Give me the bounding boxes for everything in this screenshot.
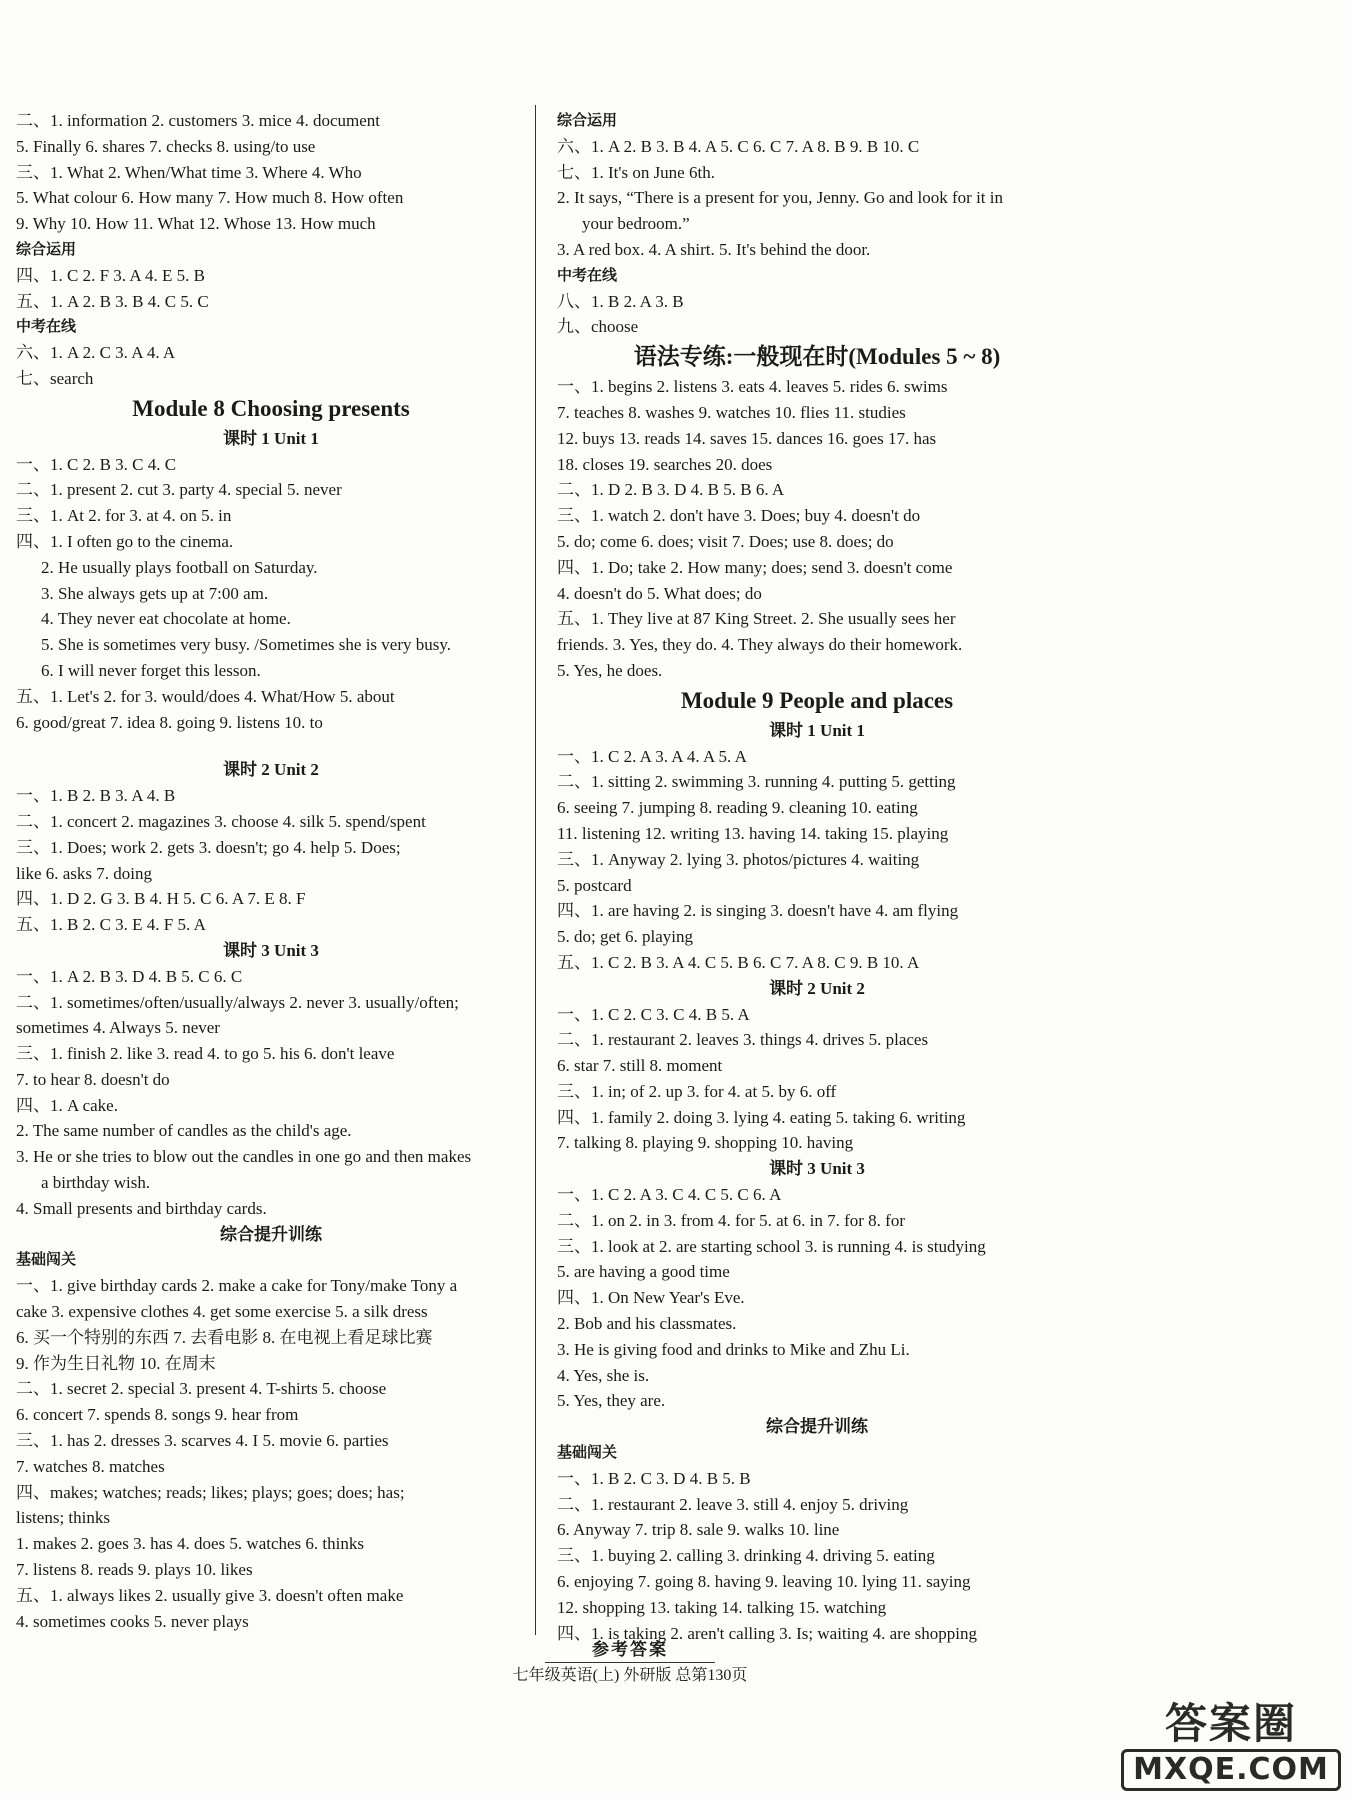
answer-line: 6. star 7. still 8. moment — [557, 1056, 723, 1076]
answer-line: listens; thinks — [16, 1508, 110, 1528]
answer-line: 四、1. I often go to the cinema. — [16, 531, 234, 551]
answer-line: 5. She is sometimes very busy. /Sometimes she is very busy. — [41, 635, 452, 655]
answer-line: 7. to hear 8. doesn't do — [16, 1069, 170, 1089]
left-column — [16, 108, 526, 1634]
section-heading: 基础闯关 — [557, 1443, 618, 1462]
answer-line: 4. doesn't do 5. What does; do — [557, 583, 762, 603]
answer-line: 2. It says, “There is a present for you, Jenny. Go and look for it in — [557, 188, 1003, 208]
answer-line: 12. buys 13. reads 14. saves 15. dances 16. goes 17. has — [557, 428, 937, 448]
answer-line: 七、search — [16, 368, 94, 388]
answer-line: 6. seeing 7. jumping 8. reading 9. cleaning 10. eating — [557, 798, 918, 818]
answer-line: 7. teaches 8. washes 9. watches 10. flies 11. studies — [557, 402, 906, 422]
answer-line: 5. What colour 6. How many 7. How much 8. How often — [16, 188, 404, 208]
answer-line: 一、1. A 2. B 3. D 4. B 5. C 6. C — [16, 966, 243, 986]
answer-line: 2. Bob and his classmates. — [557, 1314, 737, 1334]
answer-line: your bedroom.” — [582, 214, 690, 234]
answer-line: 6. good/great 7. idea 8. going 9. listens 10. to — [16, 712, 323, 732]
section-heading: 基础闯关 — [16, 1250, 77, 1269]
answer-line: 三、1. finish 2. like 3. read 4. to go 5. his 6. don't leave — [16, 1044, 395, 1064]
answer-line: 四、makes; watches; reads; likes; plays; goes; does; has; — [16, 1482, 405, 1502]
answer-line: 八、1. B 2. A 3. B — [557, 291, 684, 311]
answer-line: 2. He usually plays football on Saturday. — [41, 557, 318, 577]
answer-line: 6. Anyway 7. trip 8. sale 9. walks 10. line — [557, 1520, 840, 1540]
section-subtitle: 课时 2 Unit 2 — [223, 760, 319, 780]
answer-line: 三、1. Anyway 2. lying 3. photos/pictures 4. waiting — [557, 849, 920, 869]
answer-line: 4. sometimes cooks 5. never plays — [16, 1611, 249, 1631]
answer-line: 18. closes 19. searches 20. does — [557, 454, 773, 474]
answer-line: 一、1. B 2. B 3. A 4. B — [16, 786, 176, 806]
answer-line: 4. They never eat chocolate at home. — [41, 609, 291, 629]
answer-line: 二、1. sometimes/often/usually/always 2. never 3. usually/often; — [16, 992, 459, 1012]
watermark-top: 答案圈 — [1164, 1699, 1297, 1748]
answer-line: 一、1. C 2. C 3. C 4. B 5. A — [557, 1004, 750, 1024]
answer-line: 1. makes 2. goes 3. has 4. does 5. watches 6. thinks — [16, 1534, 364, 1554]
answer-line: 6. I will never forget this lesson. — [41, 660, 261, 680]
answer-line: 6. enjoying 7. going 8. having 9. leaving 10. lying 11. saying — [557, 1572, 971, 1592]
answer-line: 5. do; come 6. does; visit 7. Does; use 8. does; do — [557, 531, 894, 551]
answer-line: 三、1. watch 2. don't have 3. Does; buy 4. doesn't do — [557, 506, 921, 526]
answer-line: 四、1. is taking 2. aren't calling 3. Is; waiting 4. are shopping — [557, 1623, 977, 1643]
answer-line: 11. listening 12. writing 13. having 14. taking 15. playing — [557, 823, 949, 843]
right-column — [557, 108, 1077, 1646]
answer-line: 9. 作为生日礼物 10. 在周末 — [16, 1353, 216, 1373]
answer-line: 6. concert 7. spends 8. songs 9. hear from — [16, 1405, 299, 1425]
answer-line: cake 3. expensive clothes 4. get some exercise 5. a silk dress — [16, 1302, 428, 1322]
footer-label: 参考答案 — [592, 1640, 668, 1659]
answer-line: 五、1. B 2. C 3. E 4. F 5. A — [16, 915, 206, 935]
answer-line: 一、1. C 2. A 3. A 4. A 5. A — [557, 746, 747, 766]
section-subtitle: 综合提升训练 — [220, 1224, 322, 1244]
answer-line: 六、1. A 2. B 3. B 4. A 5. C 6. C 7. A 8. B 9. B 10. C — [557, 136, 920, 156]
answer-line: 三、1. in; of 2. up 3. for 4. at 5. by 6. off — [557, 1081, 837, 1101]
answer-line: a birthday wish. — [41, 1173, 151, 1193]
answer-line: 三、1. look at 2. are starting school 3. is running 4. is studying — [557, 1236, 986, 1256]
footer-rule — [545, 1662, 715, 1663]
answer-line: 三、1. At 2. for 3. at 4. on 5. in — [16, 506, 232, 526]
answer-line: 一、1. give birthday cards 2. make a cake for Tony/make Tony a — [16, 1276, 458, 1296]
answer-line: 一、1. C 2. A 3. C 4. C 5. C 6. A — [557, 1185, 782, 1205]
answer-line: 四、1. On New Year's Eve. — [557, 1288, 745, 1308]
answer-line: 九、choose — [557, 317, 639, 337]
section-heading: 综合运用 — [16, 239, 77, 258]
answer-line: 7. watches 8. matches — [16, 1456, 165, 1476]
answer-line: 五、1. They live at 87 King Street. 2. She usually sees her — [557, 609, 956, 629]
answer-line: 3. He or she tries to blow out the candles in one go and then makes — [16, 1147, 472, 1167]
watermark-logo — [1121, 1699, 1341, 1794]
answer-line: 5. postcard — [557, 875, 632, 895]
section-heading: 中考在线 — [557, 265, 618, 284]
section-subtitle: 课时 1 Unit 1 — [769, 720, 865, 740]
answer-line: 三、1. buying 2. calling 3. drinking 4. driving 5. eating — [557, 1546, 935, 1566]
watermark-bottom: MXQE.COM — [1121, 1749, 1341, 1791]
answer-line: 二、1. information 2. customers 3. mice 4. document — [16, 111, 381, 130]
answer-line: 三、1. What 2. When/What time 3. Where 4. Who — [16, 162, 362, 182]
answer-line: 五、1. C 2. B 3. A 4. C 5. B 6. C 7. A 8. C 9. B 10. A — [557, 952, 920, 972]
answer-line: 二、1. restaurant 2. leaves 3. things 4. drives 5. places — [557, 1030, 929, 1050]
answer-line: 5. Finally 6. shares 7. checks 8. using/to use — [16, 136, 316, 156]
answer-line: 5. are having a good time — [557, 1262, 730, 1282]
answer-line: 三、1. Does; work 2. gets 3. doesn't; go 4. help 5. Does; — [16, 837, 401, 857]
answer-line: 一、1. B 2. C 3. D 4. B 5. B — [557, 1468, 751, 1488]
answer-line: 5. Yes, he does. — [557, 660, 663, 680]
answer-line: 五、1. A 2. B 3. B 4. C 5. C — [16, 291, 209, 311]
section-subtitle: 课时 3 Unit 3 — [223, 940, 319, 960]
answer-line: 6. 买一个特别的东西 7. 去看电影 8. 在电视上看足球比赛 — [16, 1327, 433, 1347]
answer-line: 七、1. It's on June 6th. — [557, 162, 715, 182]
answer-line: 四、1. D 2. G 3. B 4. H 5. C 6. A 7. E 8. F — [16, 889, 306, 909]
answer-line: 12. shopping 13. taking 14. talking 15. watching — [557, 1597, 887, 1617]
answer-line: 四、1. are having 2. is singing 3. doesn't have 4. am flying — [557, 901, 959, 921]
answer-line: 四、1. C 2. F 3. A 4. E 5. B — [16, 265, 205, 285]
answer-line: 2. The same number of candles as the child's age. — [16, 1121, 352, 1141]
answer-line: like 6. asks 7. doing — [16, 863, 152, 883]
section-subtitle: 课时 1 Unit 1 — [223, 428, 319, 448]
section-subtitle: 综合提升训练 — [766, 1417, 868, 1437]
answer-line: 一、1. begins 2. listens 3. eats 4. leaves 5. rides 6. swims — [557, 377, 948, 397]
answer-line: 五、1. always likes 2. usually give 3. doesn't often make — [16, 1585, 404, 1605]
answer-line: friends. 3. Yes, they do. 4. They always do their homework. — [557, 635, 963, 655]
answer-line: 二、1. present 2. cut 3. party 4. special 5. never — [16, 480, 342, 500]
column-divider — [535, 105, 536, 1635]
answer-line: 7. talking 8. playing 9. shopping 10. having — [557, 1133, 854, 1153]
module-title: 语法专练:一般现在时(Modules 5 ~ 8) — [633, 344, 1001, 370]
section-subtitle: 课时 3 Unit 3 — [769, 1159, 865, 1179]
section-heading: 中考在线 — [16, 317, 77, 336]
module-title: Module 8 Choosing presents — [132, 395, 410, 421]
answer-line: 3. She always gets up at 7:00 am. — [41, 583, 269, 603]
answer-line: 3. He is giving food and drinks to Mike and Zhu Li. — [557, 1339, 910, 1359]
answer-line: 4. Small presents and birthday cards. — [16, 1198, 267, 1218]
answer-line: 二、1. sitting 2. swimming 3. running 4. putting 5. getting — [557, 772, 956, 792]
spacer — [16, 735, 526, 757]
footer-info: 七年级英语(上) 外研版 总第130页 — [512, 1667, 748, 1684]
module-title: Module 9 People and places — [680, 687, 954, 713]
section-heading: 综合运用 — [557, 111, 618, 129]
answer-line: 二、1. on 2. in 3. from 4. for 5. at 6. in 7. for 8. for — [557, 1210, 905, 1230]
answer-line: 四、1. A cake. — [16, 1095, 118, 1115]
answer-line: 3. A red box. 4. A shirt. 5. It's behind the door. — [557, 239, 871, 259]
answer-line: 5. Yes, they are. — [557, 1391, 666, 1411]
answer-line: 二、1. D 2. B 3. D 4. B 5. B 6. A — [557, 480, 785, 500]
answer-line: 9. Why 10. How 11. What 12. Whose 13. How much — [16, 214, 376, 234]
answer-line: 4. Yes, she is. — [557, 1365, 650, 1385]
answer-line: 五、1. Let's 2. for 3. would/does 4. What/How 5. about — [16, 686, 395, 706]
section-subtitle: 课时 2 Unit 2 — [769, 978, 865, 998]
answer-line: 六、1. A 2. C 3. A 4. A — [16, 343, 176, 363]
answer-line: 四、1. Do; take 2. How many; does; send 3. doesn't come — [557, 557, 953, 577]
answer-line: sometimes 4. Always 5. never — [16, 1018, 220, 1038]
answer-line: 一、1. C 2. B 3. C 4. C — [16, 454, 177, 474]
page-footer — [512, 1640, 748, 1687]
answer-line: 二、1. secret 2. special 3. present 4. T-shirts 5. choose — [16, 1379, 387, 1399]
answer-line: 四、1. family 2. doing 3. lying 4. eating 5. taking 6. writing — [557, 1107, 966, 1127]
answer-line: 二、1. concert 2. magazines 3. choose 4. silk 5. spend/spent — [16, 811, 426, 831]
answer-line: 7. listens 8. reads 9. plays 10. likes — [16, 1560, 253, 1580]
answer-line: 5. do; get 6. playing — [557, 927, 693, 947]
answer-line: 三、1. has 2. dresses 3. scarves 4. I 5. movie 6. parties — [16, 1431, 389, 1451]
answer-line: 二、1. restaurant 2. leave 3. still 4. enjoy 5. driving — [557, 1494, 909, 1514]
